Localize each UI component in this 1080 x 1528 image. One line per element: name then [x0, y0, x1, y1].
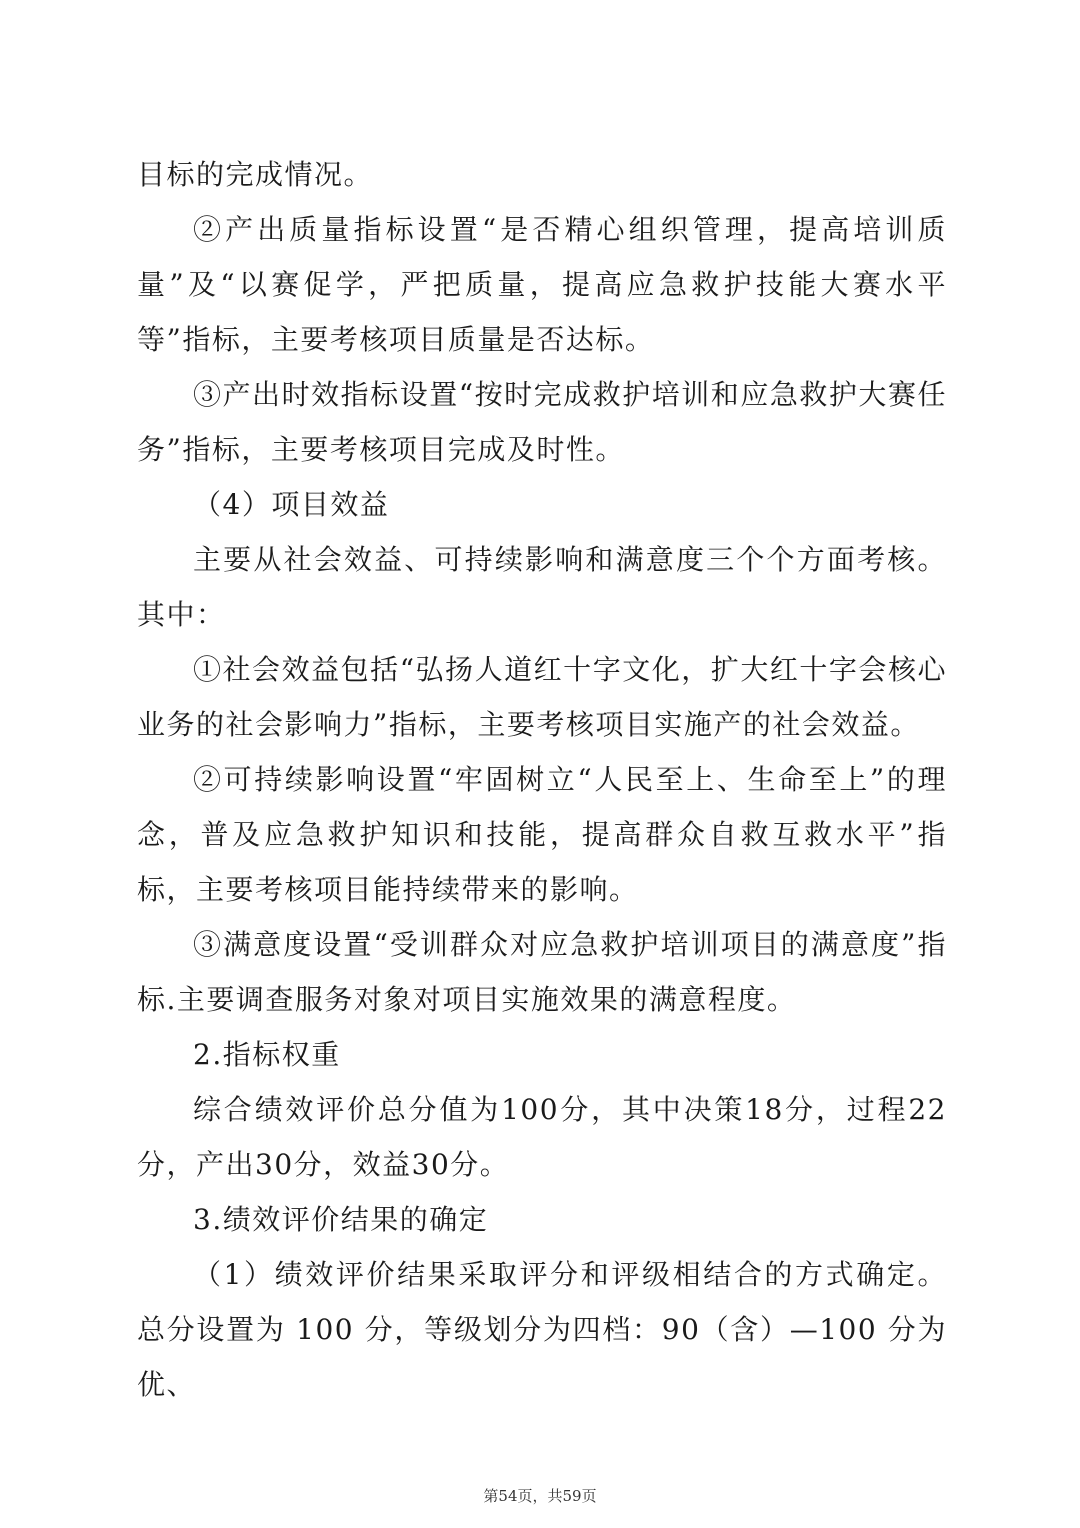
section-heading: 3.绩效评价结果的确定 [193, 1203, 489, 1236]
paragraph: 主要从社会效益、可持续影响和满意度三个个方面考核。其中： [137, 543, 947, 631]
paragraph: （1）绩效评价结果采取评分和评级相结合的方式确定。总分设置为 100 分，等级划分为四档：90（含）—100 分为优、 [137, 1258, 947, 1401]
paragraph: 目标的完成情况。 [137, 158, 374, 191]
document-body [137, 147, 947, 1412]
paragraph: 综合绩效评价总分值为100分，其中决策18分，过程22分，产出30分，效益30分。 [137, 1093, 947, 1181]
paragraph: ②产出质量指标设置“是否精心组织管理，提高培训质量”及“以赛促学，严把质量，提高应急救护技能大赛水平等”指标，主要考核项目质量是否达标。 [137, 213, 947, 356]
section-heading: （4）项目效益 [193, 488, 390, 521]
page-number-footer: 第54页，共59页 [483, 1487, 597, 1505]
paragraph: ③产出时效指标设置“按时完成救护培训和应急救护大赛任务”指标，主要考核项目完成及时性。 [137, 378, 947, 466]
paragraph: ③满意度设置“受训群众对应急救护培训项目的满意度”指标.主要调查服务对象对项目实施效果的满意程度。 [137, 928, 947, 1016]
section-heading: 2.指标权重 [193, 1038, 341, 1071]
paragraph: ②可持续影响设置“牢固树立“人民至上、生命至上”的理念，普及应急救护知识和技能，提高群众自救互救水平”指标，主要考核项目能持续带来的影响。 [137, 763, 947, 906]
paragraph: ①社会效益包括“弘扬人道红十字文化，扩大红十字会核心业务的社会影响力”指标，主要考核项目实施产的社会效益。 [137, 653, 947, 741]
